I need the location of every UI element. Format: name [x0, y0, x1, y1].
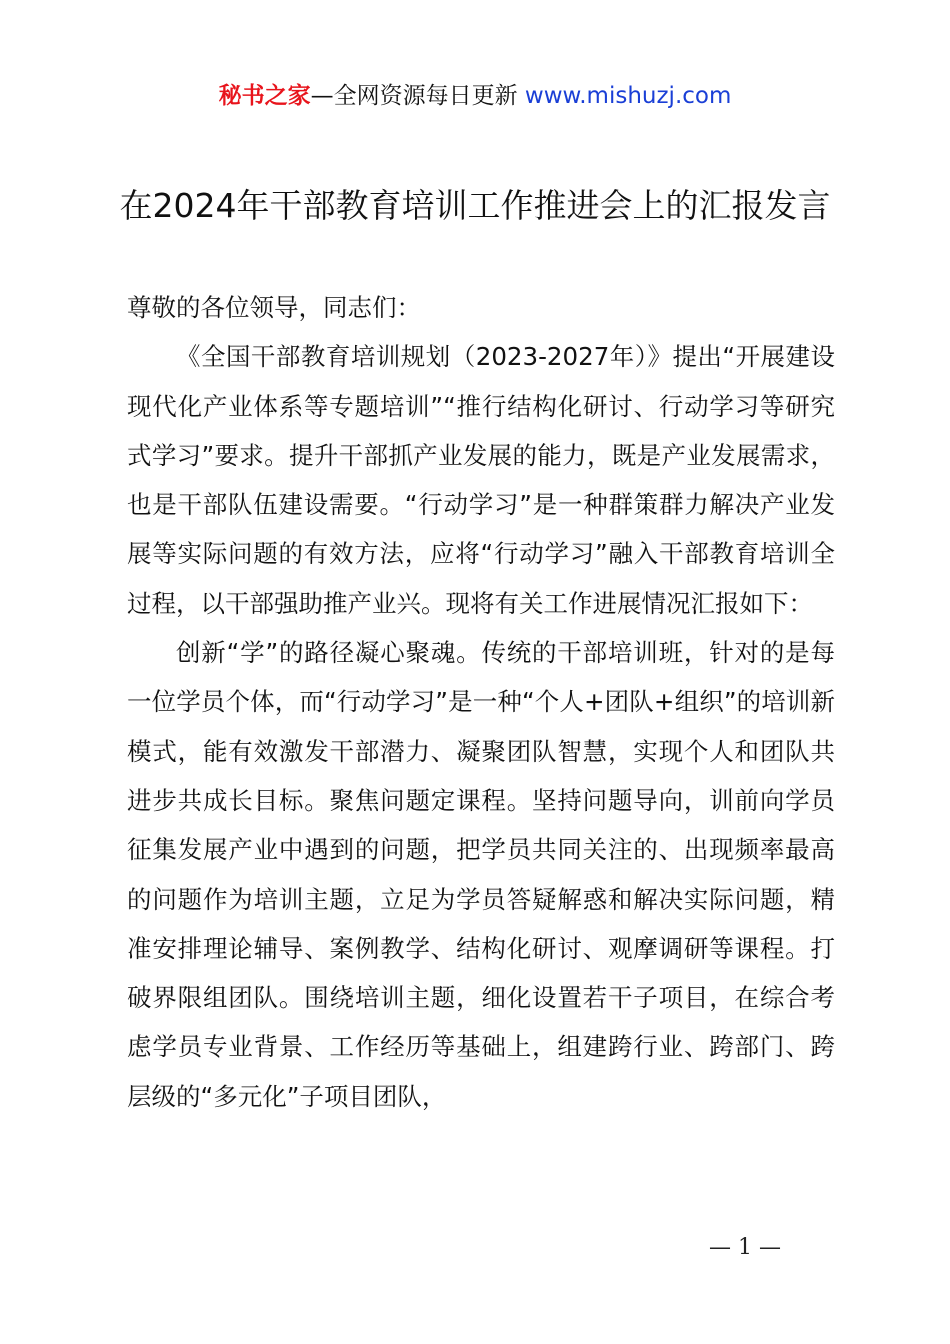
- site-slogan: —全网资源每日更新: [310, 83, 525, 109]
- document-body: [127, 283, 835, 1121]
- page-number: — 1 —: [709, 1235, 781, 1260]
- document-title: 在2024年干部教育培训工作推进会上的汇报发言: [119, 186, 831, 225]
- paragraph-innovation: 创新“学”的路径凝心聚魂。传统的干部培训班，针对的是每一位学员个体，而“行动学习”是一种“个人+团队+组织”的培训新模式，能有效激发干部潜力、凝聚团队智慧，实现个人和团队共进步共成长目标。聚焦问题定课程。坚持问题导向，训前向学员征集发展产业中遇到的问题，把学员共同关注的、出现频率最高的问题作为培训主题，立足为学员答疑解惑和解决实际问题，精准安排理论辅导、案例教学、结构化研讨、观摩调研等课程。打破界限组团队。围绕培训主题，细化设置若干子项目，在综合考虑学员专业背景、工作经历等基础上，组建跨行业、跨部门、跨层级的“多元化”子项目团队，: [127, 638, 835, 1111]
- site-url: www.mishuzj.com: [524, 83, 732, 109]
- salutation: 尊敬的各位领导，同志们：: [127, 293, 421, 322]
- paragraph-intro: 《全国干部教育培训规划（2023-2027年）》提出“开展建设现代化产业体系等专题培训”“推行结构化研讨、行动学习等研究式学习”要求。提升干部抓产业发展的能力，既是产业发展需求，也是干部队伍建设需要。“行动学习”是一种群策群力解决产业发展等实际问题的有效方法，应将“行动学习”融入干部教育培训全过程，以干部强助推产业兴。现将有关工作进展情况汇报如下：: [127, 342, 835, 618]
- site-brand: 秘书之家: [218, 83, 311, 109]
- site-watermark-header: [0, 78, 950, 114]
